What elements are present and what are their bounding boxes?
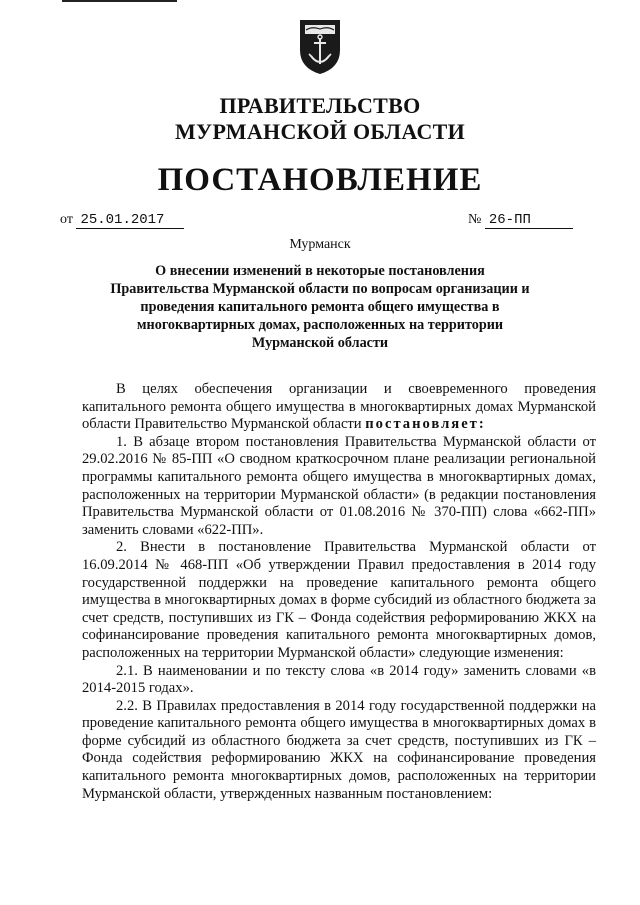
- date-prefix: от: [60, 212, 73, 227]
- resolves-keyword: постановляет:: [365, 416, 486, 433]
- subject-line: проведения капитального ремонта общего имущества в: [140, 299, 500, 315]
- subject-line: Мурманской области: [251, 335, 389, 351]
- subject-line: Правительства Мурманской области по вопросам организации и: [110, 281, 530, 297]
- paragraph-item-2-2: 2.2. В Правилах предоставления в 2014 году государственной поддержки на проведение капитального ремонта общего имущества в многоквартирных домах в форме субсидий из областного бюджета за счет средств, поступивших из ГК – Фонда содействия реформированию ЖКХ на софинансирование проведения капитального ремонта многоквартирных домов, расположенных на территории Мурманской области, утвержденных названным постановлением:: [82, 697, 596, 802]
- preamble-text: В целях обеспечения организации и своевременного проведения капитального ремонта общего имущества в многоквартирных домах Мурманской области Правительство Мурманской области: [82, 381, 596, 433]
- document-body: [82, 381, 596, 803]
- city: Мурманск: [289, 237, 351, 252]
- org-name-line2: МУРМАНСКОЙ ОБЛАСТИ: [174, 119, 466, 144]
- date-value: 25.01.2017: [76, 212, 184, 229]
- top-edge-line: [62, 0, 177, 2]
- document-type: ПОСТАНОВЛЕНИЕ: [157, 162, 483, 198]
- coat-of-arms-icon: [296, 16, 344, 76]
- number-value: 26-ПП: [485, 212, 573, 229]
- paragraph-preamble: [82, 381, 596, 434]
- number-field: [468, 212, 573, 229]
- org-name-line1: ПРАВИТЕЛЬСТВО: [219, 93, 421, 118]
- paragraph-item-2: 2. Внести в постановление Правительства Мурманской области от 16.09.2014 № 468-ПП «Об утверждении Правил предоставления в 2014 году государственной поддержки на проведение капитального ремонта общего имущества в многоквартирных домах в форме субсидий из областного бюджета за счет средств, поступивших из ГК – Фонда содействия реформированию ЖКХ на софинансирование проведения капитального ремонта многоквартирных домов, расположенных на территории Мурманской области» следующие изменения:: [82, 539, 597, 661]
- paragraph-item-1: 1. В абзаце втором постановления Правительства Мурманской области от 29.02.2016 № 85-ПП «О сводном краткосрочном плане реализации региональной программы капитального ремонта общего имущества в многоквартирных домах, расположенных на территории Мурманской области» (в редакции постановления Правительства Мурманской области от 01.08.2016 № 370-ПП) слова «662-ПП» заменить словами «622-ПП».: [82, 433, 596, 538]
- number-prefix: №: [468, 212, 482, 227]
- document-subject: [90, 262, 550, 352]
- subject-line: многоквартирных домах, расположенных на территории: [136, 317, 504, 333]
- paragraph-item-2-1: 2.1. В наименовании и по тексту слова «в 2014 году» заменить словами «в 2014-2015 годах».: [82, 662, 596, 697]
- date-field: [60, 212, 184, 229]
- subject-line: О внесении изменений в некоторые постановления: [155, 263, 485, 279]
